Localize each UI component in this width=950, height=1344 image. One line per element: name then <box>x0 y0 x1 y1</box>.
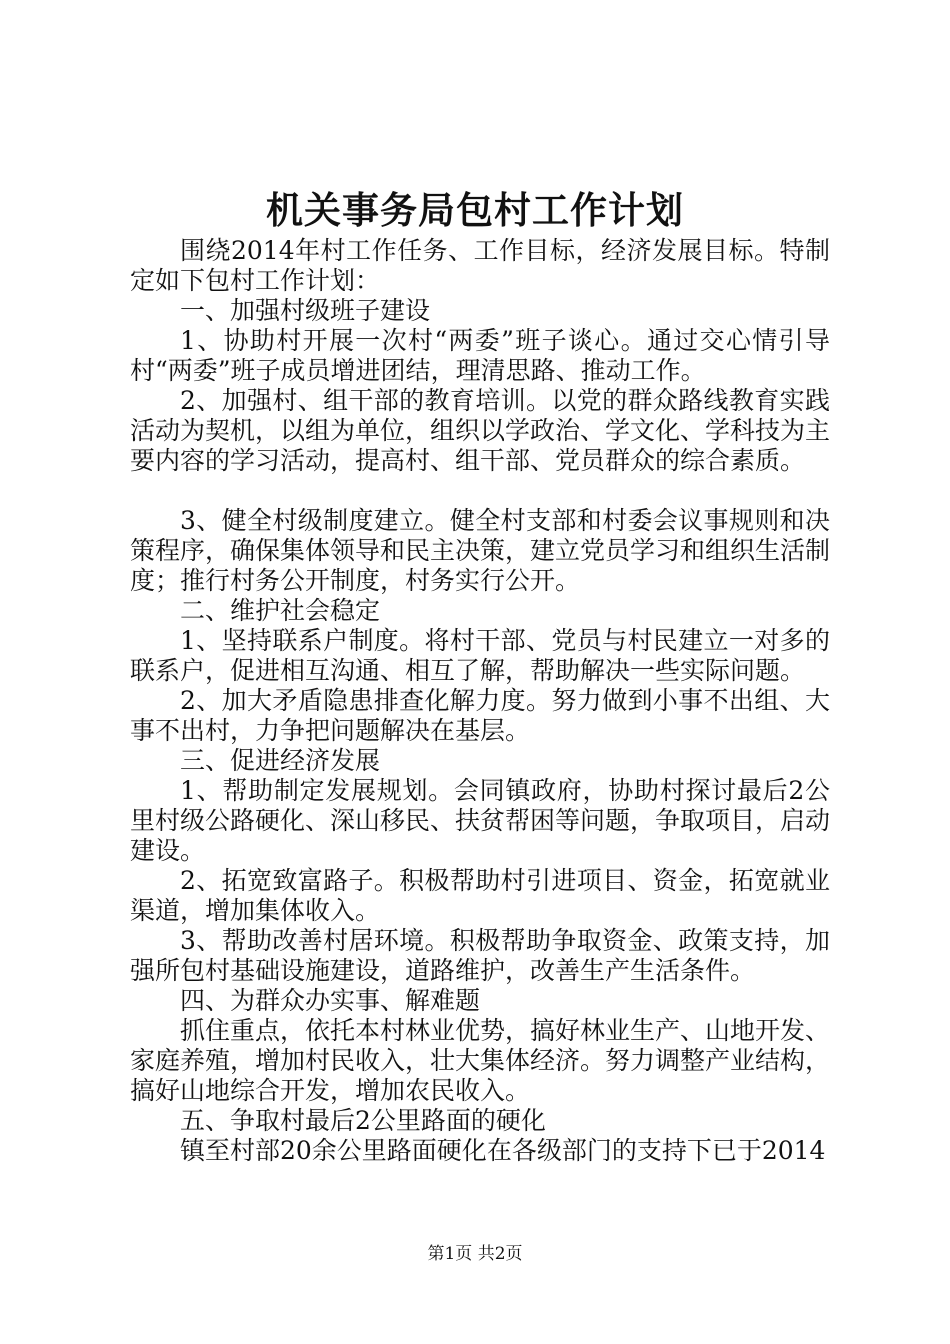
paragraph: 3、帮助改善村居环境。积极帮助争取资金、政策支持，加强所包村基础设施建设，道路维护，改善生产生活条件。 <box>130 926 830 985</box>
paragraph: 2、拓宽致富路子。积极帮助村引进项目、资金，拓宽就业渠道，增加集体收入。 <box>130 866 830 925</box>
section-heading-2: 二、维护社会稳定 <box>180 596 381 625</box>
document-body <box>130 236 830 1166</box>
paragraph: 1、协助村开展一次村“两委”班子谈心。通过交心情引导村“两委”班子成员增进团结，理清思路、推动工作。 <box>130 326 830 385</box>
section-heading-3: 三、促进经济发展 <box>180 746 381 775</box>
section-heading-1: 一、加强村级班子建设 <box>180 296 431 325</box>
page-number: 第1页 共2页 <box>427 1244 523 1264</box>
paragraph: 2、加大矛盾隐患排查化解力度。努力做到小事不出组、大事不出村，力争把问题解决在基层。 <box>130 686 830 745</box>
paragraph: 镇至村部20余公里路面硬化在各级部门的支持下已于2014 <box>180 1136 826 1165</box>
section-heading-5: 五、争取村最后2公里路面的硬化 <box>180 1106 546 1135</box>
paragraph: 抓住重点，依托本村林业优势，搞好林业生产、山地开发、家庭养殖，增加村民收入，壮大集体经济。努力调整产业结构，搞好山地综合开发，增加农民收入。 <box>130 1016 831 1105</box>
document-title: 机关事务局包村工作计划 <box>266 188 684 232</box>
paragraph-spacer <box>130 476 830 506</box>
section-heading-4: 四、为群众办实事、解难题 <box>180 986 481 1015</box>
intro-paragraph: 围绕2014年村工作任务、工作目标，经济发展目标。特制定如下包村工作计划： <box>130 236 830 295</box>
paragraph: 1、帮助制定发展规划。会同镇政府，协助村探讨最后2公里村级公路硬化、深山移民、扶贫帮困等问题，争取项目，启动建设。 <box>130 776 831 865</box>
paragraph: 1、坚持联系户制度。将村干部、党员与村民建立一对多的联系户，促进相互沟通、相互了解，帮助解决一些实际问题。 <box>130 626 830 685</box>
paragraph: 2、加强村、组干部的教育培训。以党的群众路线教育实践活动为契机，以组为单位，组织以学政治、学文化、学科技为主要内容的学习活动，提高村、组干部、党员群众的综合素质。 <box>130 386 831 475</box>
paragraph: 3、健全村级制度建立。健全村支部和村委会议事规则和决策程序，确保集体领导和民主决策，建立党员学习和组织生活制度；推行村务公开制度，村务实行公开。 <box>130 506 831 595</box>
